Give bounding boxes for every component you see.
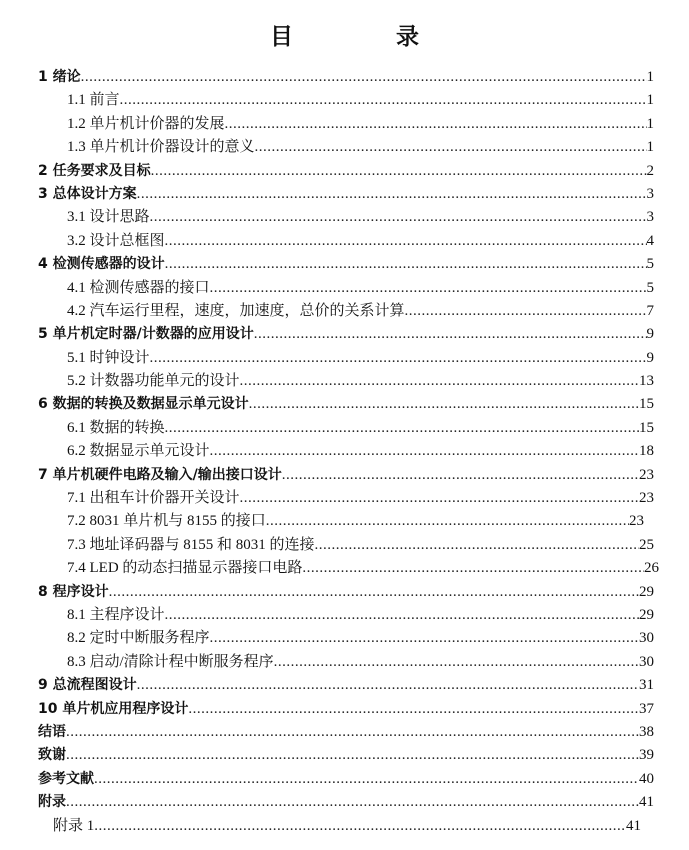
toc-entry-label: 9 总流程图设计 bbox=[38, 674, 137, 697]
toc-entry[interactable] bbox=[0, 487, 689, 510]
dot-leader bbox=[240, 487, 639, 510]
toc-entry-label: 8.2 定时中断服务程序 bbox=[67, 627, 210, 650]
dot-leader bbox=[315, 534, 639, 557]
dot-leader bbox=[225, 113, 647, 136]
dot-leader bbox=[94, 768, 639, 791]
dot-leader bbox=[282, 464, 639, 487]
toc-entry-page-number: 1 bbox=[646, 115, 654, 132]
toc-entry-page-number: 26 bbox=[644, 560, 659, 577]
toc-entry-page-number: 41 bbox=[626, 817, 641, 834]
toc-entry-label: 7.2 8031 单片机与 8155 的接口 bbox=[67, 510, 266, 533]
dot-leader bbox=[150, 347, 647, 370]
dot-leader bbox=[151, 160, 647, 183]
toc-entry-label: 3.2 设计总框图 bbox=[67, 230, 165, 253]
dot-leader bbox=[165, 253, 647, 276]
toc-entry[interactable] bbox=[0, 534, 689, 557]
toc-entry-page-number: 15 bbox=[639, 396, 654, 413]
toc-entry-label: 1.1 前言 bbox=[67, 89, 120, 112]
toc-entry[interactable] bbox=[0, 300, 689, 323]
dot-leader bbox=[66, 791, 639, 814]
toc-entry-page-number: 7 bbox=[646, 302, 654, 319]
toc-entry-page-number: 30 bbox=[639, 630, 654, 647]
toc-entry-page-number: 4 bbox=[646, 232, 654, 249]
toc-entry[interactable] bbox=[0, 627, 689, 650]
toc-entry-page-number: 23 bbox=[629, 513, 644, 530]
toc-entry-label: 8.1 主程序设计 bbox=[67, 604, 165, 627]
toc-entry-label: 3.1 设计思路 bbox=[67, 206, 150, 229]
dot-leader bbox=[254, 323, 647, 346]
dot-leader bbox=[240, 370, 639, 393]
toc-entry[interactable] bbox=[0, 417, 689, 440]
dot-leader bbox=[274, 651, 639, 674]
dot-leader bbox=[266, 510, 629, 533]
toc-entry[interactable] bbox=[0, 183, 689, 206]
toc-entry[interactable] bbox=[0, 698, 689, 721]
toc-entry-page-number: 5 bbox=[646, 279, 654, 296]
table-of-contents bbox=[0, 66, 689, 838]
toc-entry[interactable] bbox=[0, 557, 689, 580]
toc-entry-page-number: 31 bbox=[639, 677, 654, 694]
toc-entry[interactable] bbox=[0, 393, 689, 416]
dot-leader bbox=[66, 744, 639, 767]
toc-entry-page-number: 18 bbox=[639, 443, 654, 460]
toc-entry[interactable] bbox=[0, 604, 689, 627]
toc-entry[interactable] bbox=[0, 136, 689, 159]
toc-entry[interactable] bbox=[0, 510, 689, 533]
toc-entry-page-number: 13 bbox=[639, 373, 654, 390]
toc-entry-label: 结语 bbox=[38, 721, 66, 744]
toc-entry-label: 附录 bbox=[38, 791, 66, 814]
toc-entry-page-number: 38 bbox=[639, 723, 654, 740]
toc-entry-page-number: 41 bbox=[639, 794, 654, 811]
dot-leader bbox=[94, 815, 626, 838]
toc-entry-label: 1.2 单片机计价器的发展 bbox=[67, 113, 225, 136]
toc-entry-page-number: 29 bbox=[639, 606, 654, 623]
toc-entry-label: 5.2 计数器功能单元的设计 bbox=[67, 370, 240, 393]
toc-entry-page-number: 1 bbox=[646, 69, 654, 85]
toc-entry-page-number: 9 bbox=[646, 326, 654, 343]
toc-entry[interactable] bbox=[0, 464, 689, 487]
toc-entry-label: 附录 1 bbox=[53, 815, 94, 838]
dot-leader bbox=[137, 674, 639, 697]
dot-leader bbox=[405, 300, 647, 323]
toc-entry[interactable] bbox=[0, 66, 689, 89]
toc-entry-page-number: 37 bbox=[639, 700, 654, 717]
toc-entry-label: 2 任务要求及目标 bbox=[38, 160, 151, 183]
toc-entry[interactable] bbox=[0, 440, 689, 463]
toc-entry[interactable] bbox=[0, 253, 689, 276]
dot-leader bbox=[210, 627, 639, 650]
toc-entry[interactable] bbox=[0, 674, 689, 697]
toc-entry-page-number: 5 bbox=[646, 256, 654, 273]
toc-entry-label: 6 数据的转换及数据显示单元设计 bbox=[38, 393, 249, 416]
toc-entry-label: 4.2 汽车运行里程，速度，加速度，总价的关系计算 bbox=[67, 300, 405, 323]
toc-entry-label: 5.1 时钟设计 bbox=[67, 347, 150, 370]
dot-leader bbox=[165, 604, 639, 627]
dot-leader bbox=[210, 277, 647, 300]
toc-entry-page-number: 30 bbox=[639, 653, 654, 670]
dot-leader bbox=[255, 136, 647, 159]
toc-entry[interactable] bbox=[0, 791, 689, 814]
toc-entry-label: 4 检测传感器的设计 bbox=[38, 253, 165, 276]
toc-entry-page-number: 39 bbox=[639, 747, 654, 764]
toc-entry-label: 3 总体设计方案 bbox=[38, 183, 137, 206]
toc-entry[interactable] bbox=[0, 581, 689, 604]
toc-entry-label: 6.2 数据显示单元设计 bbox=[67, 440, 210, 463]
dot-leader bbox=[302, 557, 644, 580]
toc-entry-page-number: 2 bbox=[646, 162, 654, 179]
dot-leader bbox=[165, 417, 639, 440]
toc-entry-page-number: 29 bbox=[639, 583, 654, 600]
toc-entry-page-number: 23 bbox=[639, 490, 654, 507]
toc-entry-label: 致谢 bbox=[38, 744, 66, 767]
toc-entry-page-number: 9 bbox=[646, 349, 654, 366]
toc-entry[interactable] bbox=[0, 651, 689, 674]
toc-entry-label: 7 单片机硬件电路及输入/输出接口设计 bbox=[38, 464, 282, 487]
dot-leader bbox=[66, 721, 639, 744]
toc-entry-label: 1 绪论 bbox=[38, 66, 81, 89]
toc-entry[interactable] bbox=[0, 347, 689, 370]
toc-entry-page-number: 3 bbox=[646, 209, 654, 226]
toc-entry[interactable] bbox=[0, 206, 689, 229]
toc-entry-page-number: 40 bbox=[639, 770, 654, 787]
toc-entry-label: 10 单片机应用程序设计 bbox=[38, 698, 188, 721]
toc-entry-label: 6.1 数据的转换 bbox=[67, 417, 165, 440]
toc-entry-page-number: 15 bbox=[639, 419, 654, 436]
toc-entry[interactable] bbox=[0, 721, 689, 744]
toc-entry-page-number: 1 bbox=[646, 92, 654, 109]
toc-entry-label: 7.4 LED 的动态扫描显示器接口电路 bbox=[67, 557, 302, 580]
toc-entry-label: 1.3 单片机计价器设计的意义 bbox=[67, 136, 255, 159]
dot-leader bbox=[165, 230, 647, 253]
toc-entry[interactable] bbox=[0, 323, 689, 346]
dot-leader bbox=[210, 440, 639, 463]
toc-entry-page-number: 1 bbox=[646, 139, 654, 156]
dot-leader bbox=[109, 581, 639, 604]
toc-entry-label: 7.1 出租车计价器开关设计 bbox=[67, 487, 240, 510]
toc-entry-label: 5 单片机定时器/计数器的应用设计 bbox=[38, 323, 254, 346]
toc-entry[interactable] bbox=[0, 277, 689, 300]
toc-entry-label: 8.3 启动/清除计程中断服务程序 bbox=[67, 651, 274, 674]
dot-leader bbox=[249, 393, 639, 416]
dot-leader bbox=[81, 66, 647, 89]
toc-entry-label: 4.1 检测传感器的接口 bbox=[67, 277, 210, 300]
toc-entry-label: 8 程序设计 bbox=[38, 581, 109, 604]
toc-entry[interactable] bbox=[0, 89, 689, 112]
toc-entry[interactable] bbox=[0, 370, 689, 393]
toc-entry-page-number: 23 bbox=[639, 466, 654, 483]
toc-entry[interactable] bbox=[0, 113, 689, 136]
dot-leader bbox=[150, 206, 647, 229]
toc-entry-label: 7.3 地址译码器与 8155 和 8031 的连接 bbox=[67, 534, 315, 557]
toc-entry[interactable] bbox=[0, 160, 689, 183]
toc-entry[interactable] bbox=[0, 744, 689, 767]
dot-leader bbox=[137, 183, 647, 206]
toc-entry-page-number: 3 bbox=[646, 185, 654, 202]
toc-entry[interactable] bbox=[0, 230, 689, 253]
toc-entry[interactable] bbox=[0, 815, 689, 838]
toc-entry-page-number: 25 bbox=[639, 536, 654, 553]
dot-leader bbox=[188, 698, 639, 721]
toc-entry-label: 参考文献 bbox=[38, 768, 94, 791]
dot-leader bbox=[120, 89, 647, 112]
toc-entry[interactable] bbox=[0, 768, 689, 791]
page-title: 目 录 bbox=[270, 24, 459, 50]
